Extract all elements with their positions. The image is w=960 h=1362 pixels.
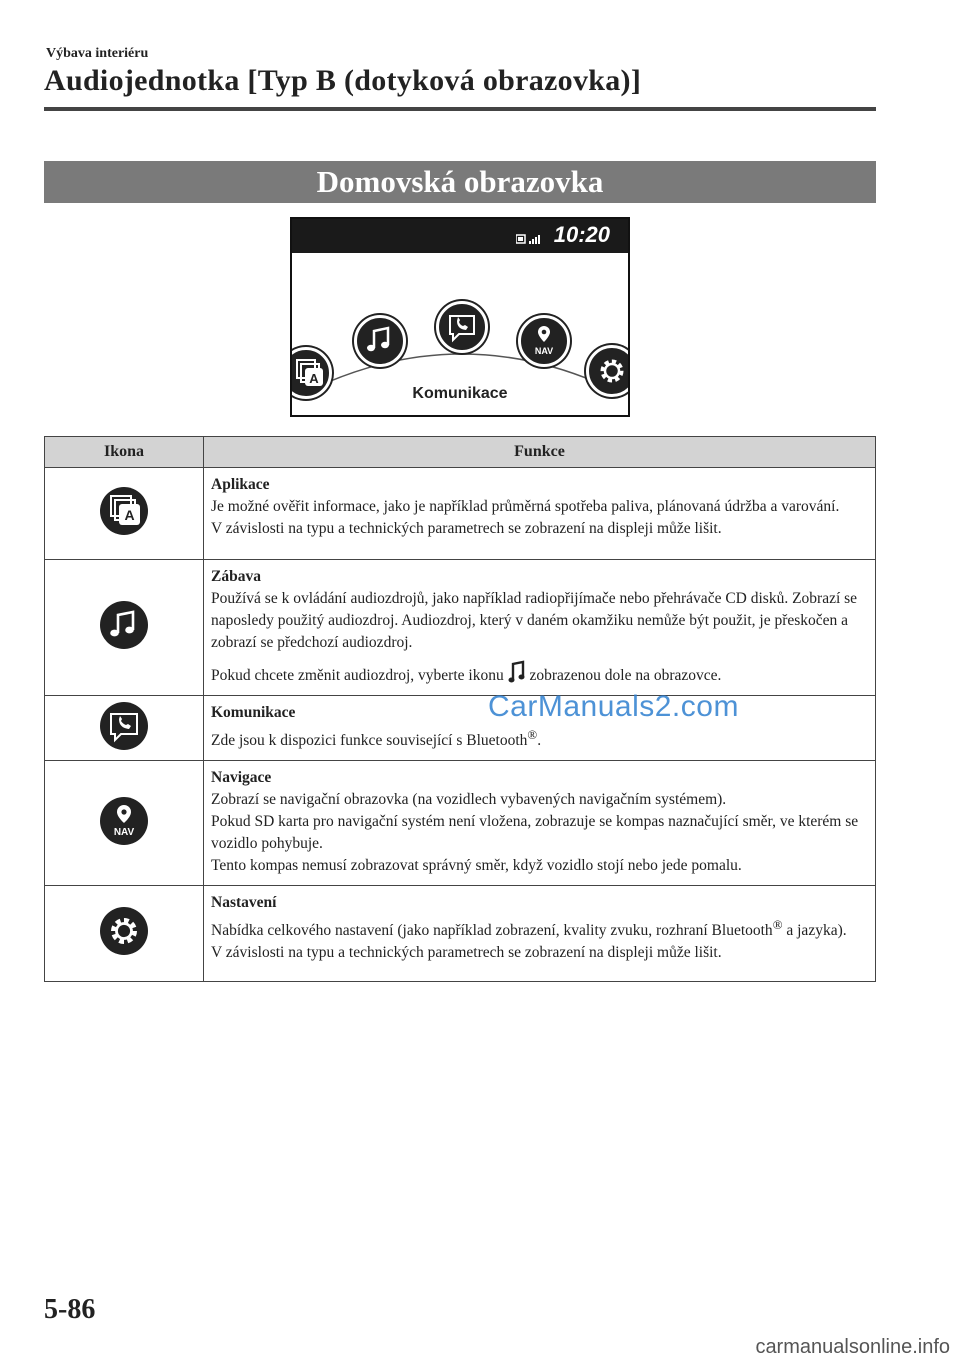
row-text-end: a jazyka). <box>782 922 847 940</box>
music-note-icon[interactable] <box>354 315 406 367</box>
row-text: Používá se k ovládání audiozdrojů, jako například radiopřijímače nebo přehrávače CD disků. Zobrazí se naposledy použitý audiozdroj. Audiozdroj, který v daném okamžiku nemůže být použit, je přeskočen a zobrazí se předchozí audiozdroj. <box>211 590 858 651</box>
table-header-row <box>45 437 876 468</box>
clock: 10:20 <box>553 222 610 247</box>
active-menu-label: Komunikace <box>412 385 508 402</box>
table-row <box>45 761 876 886</box>
registered-mark: ® <box>772 917 783 933</box>
note-text: zobrazenou dole na obrazovce. <box>529 667 722 684</box>
function-table <box>44 436 876 982</box>
row-text: Zobrazí se navigační obrazovka (na vozidlech vybavených navigačním systémem). <box>211 791 727 809</box>
title-rule <box>44 107 876 111</box>
navigation-icon <box>100 797 148 845</box>
phone-message-icon <box>100 702 148 750</box>
table-row <box>45 696 876 761</box>
row-text-end: . <box>537 732 542 750</box>
page-title: Audiojednotka [Typ B (dotyková obrazovka)] <box>44 64 642 97</box>
page-number: 5-86 <box>44 1294 96 1325</box>
applications-icon <box>100 487 148 535</box>
settings-gear-icon <box>100 907 148 955</box>
row-title: Aplikace <box>211 476 270 493</box>
app-badge: A <box>124 507 135 523</box>
home-screen-illustration <box>290 217 630 417</box>
row-text <box>211 914 869 942</box>
row-title: Komunikace <box>211 704 296 721</box>
section-banner: Domovská obrazovka <box>44 161 876 203</box>
music-note-icon <box>508 660 526 684</box>
table-row <box>45 560 876 696</box>
row-text: V závislosti na typu a technických parametrech se zobrazení na displeji může lišit. <box>211 520 722 537</box>
nav-badge: NAV <box>534 346 554 356</box>
header-function-column: Funkce <box>204 437 876 468</box>
app-badge: A <box>309 371 319 386</box>
row-title: Zábava <box>211 568 261 585</box>
navigation-icon[interactable] <box>518 315 570 367</box>
footer-url: carmanualsonline.info <box>755 1336 950 1358</box>
music-note-icon <box>100 601 148 649</box>
row-title: Navigace <box>211 769 272 787</box>
header-icon-column: Ikona <box>45 437 204 468</box>
row-title: Nastavení <box>211 894 277 912</box>
row-note <box>211 660 869 687</box>
row-text: Pokud SD karta pro navigační systém není vložena, zobrazuje se kompas naznačující směr, ve kterém se vozidlo pohybuje. <box>211 813 859 853</box>
registered-mark: ® <box>527 727 538 742</box>
note-text: Pokud chcete změnit audiozdroj, vyberte ikonu <box>211 667 504 684</box>
row-text: Je možné ověřit informace, jako je například průměrná spotřeba paliva, plánovaná údržba a varování. <box>211 498 840 515</box>
phone-message-icon[interactable] <box>436 301 488 353</box>
table-row <box>45 886 876 982</box>
watermark: CarManuals2.com <box>488 690 739 723</box>
nav-badge: NAV <box>113 826 135 838</box>
section-label: Výbava interiéru <box>46 46 149 61</box>
row-text: Tento kompas nemusí zobrazovat správný směr, když vozidlo stojí nebo jede pomalu. <box>211 857 742 875</box>
row-text-main: Nabídka celkového nastavení (jako například zobrazení, kvality zvuku, rozhraní Bluetooth <box>211 922 773 940</box>
table-row <box>45 468 876 560</box>
row-text: V závislosti na typu a technických parametrech se zobrazení na displeji může lišit. <box>211 944 722 962</box>
row-text-main: Zde jsou k dispozici funkce související s Bluetooth <box>211 732 528 750</box>
row-text <box>211 724 869 752</box>
